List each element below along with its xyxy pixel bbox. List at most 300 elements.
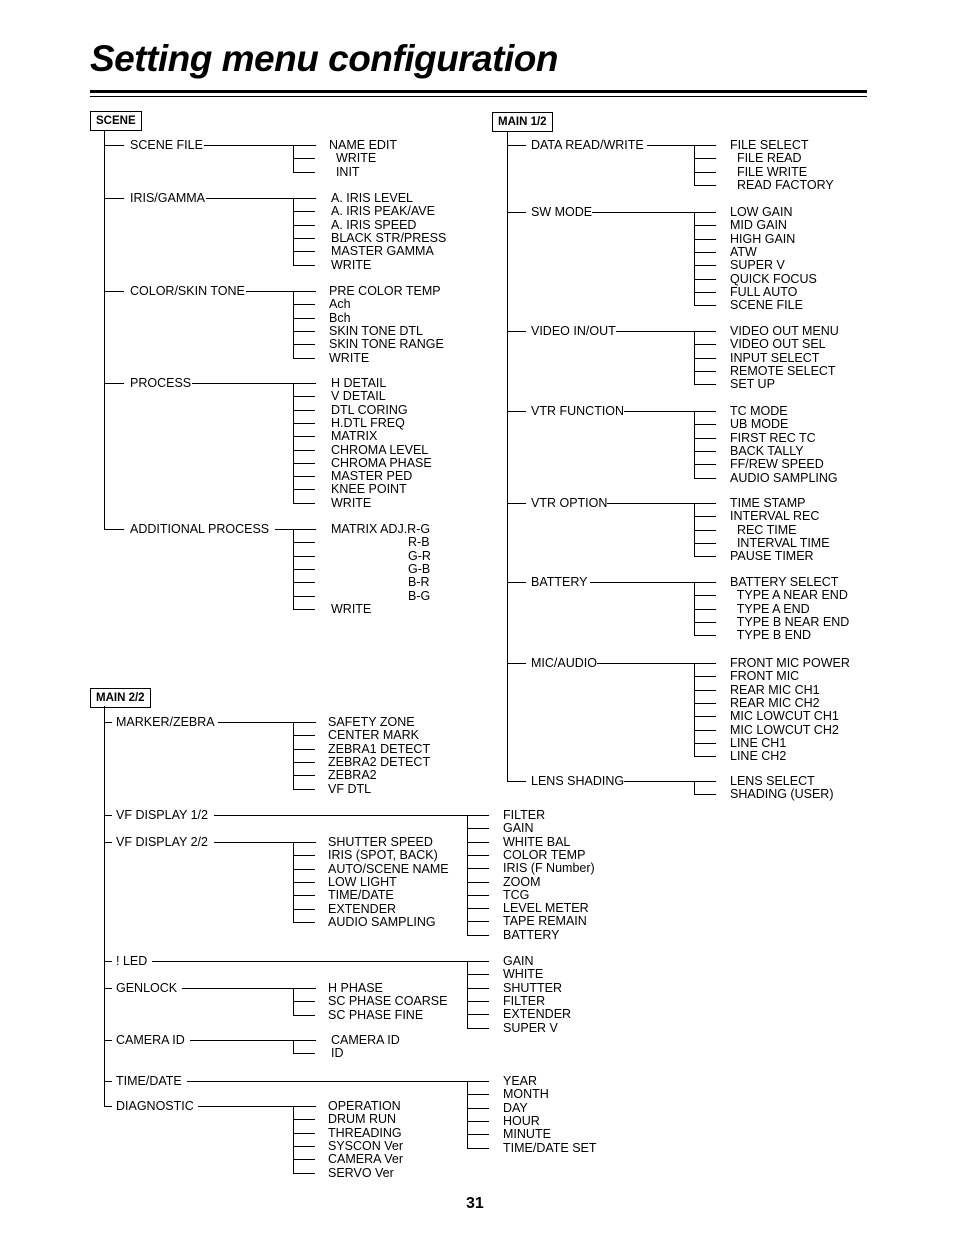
submenu-item: TIME/DATE (328, 888, 394, 903)
scene-branch (104, 291, 124, 292)
submenu-tick (293, 211, 315, 212)
submenu-item: EXTENDER (503, 1007, 572, 1022)
submenu-tick (293, 158, 315, 159)
scene-item-label: PROCESS (130, 376, 192, 390)
submenu-item: SERVO Ver (328, 1165, 394, 1180)
main22-branch (104, 1040, 112, 1041)
submenu-tick (467, 855, 489, 856)
submenu-item: LENS SELECT (730, 774, 815, 788)
submenu-item: VIDEO OUT MENU (730, 324, 839, 338)
submenu-item: IRIS (SPOT, BACK) (328, 848, 438, 863)
submenu-tick (694, 185, 716, 186)
main12-item-label: VTR FUNCTION (531, 404, 625, 418)
submenu-item: SUPER V (730, 258, 785, 273)
submenu-item: SHUTTER (503, 980, 563, 995)
submenu-tick (293, 503, 315, 504)
submenu-tick (293, 775, 315, 776)
submenu-bracket (293, 198, 294, 266)
submenu-tick (293, 1106, 315, 1107)
submenu-tick (467, 1081, 489, 1082)
submenu-tick (293, 198, 315, 199)
submenu-item: BLACK STR/PRESS (331, 230, 447, 245)
submenu-item: ID (331, 1046, 344, 1061)
scene-item-label: IRIS/GAMMA (130, 191, 206, 205)
main22-item-label: VF DISPLAY 1/2 (116, 808, 208, 822)
submenu-tick (467, 921, 489, 922)
submenu-item: MATRIX (331, 429, 378, 444)
submenu-bracket (467, 815, 468, 936)
submenu-tick (694, 663, 716, 664)
submenu-tick (694, 464, 716, 465)
main12-item-label: MIC/AUDIO (531, 656, 597, 670)
submenu-tick (293, 842, 315, 843)
submenu-item: DAY (503, 1100, 528, 1115)
main22-item-label: TIME/DATE (116, 1074, 182, 1088)
submenu-tick (293, 265, 315, 266)
submenu-tick (293, 909, 315, 910)
submenu-tick (293, 410, 315, 411)
main12-item-label: VIDEO IN/OUT (531, 324, 616, 338)
submenu-item: WRITE (331, 257, 372, 272)
main12-item-label: SW MODE (531, 205, 593, 219)
submenu-item: EXTENDER (328, 901, 397, 916)
submenu-item: Bch (329, 310, 351, 325)
submenu-item: TIME STAMP (730, 496, 806, 510)
main12-branch (507, 212, 526, 213)
submenu-item: ZEBRA2 DETECT (328, 754, 431, 769)
submenu-item: LOW GAIN (730, 205, 793, 219)
submenu-item: MIC LOWCUT CH2 (730, 722, 839, 737)
submenu-tick (467, 1134, 489, 1135)
submenu-tick (694, 212, 716, 213)
submenu-item: FIRST REC TC (730, 430, 816, 445)
submenu-tick (293, 1001, 315, 1002)
submenu-tick (694, 543, 716, 544)
submenu-tick (293, 463, 315, 464)
submenu-tick (293, 1015, 315, 1016)
submenu-item: SCENE FILE (730, 298, 803, 313)
submenu-item: TYPE B NEAR END (730, 614, 850, 629)
submenu-item: MINUTE (503, 1127, 551, 1142)
submenu-tick (293, 749, 315, 750)
main12-branch (507, 663, 526, 664)
submenu-tick (694, 622, 716, 623)
submenu-bracket (293, 383, 294, 504)
submenu-item: FILE READ (730, 151, 802, 166)
scene-trunk (104, 130, 105, 529)
submenu-tick (293, 1133, 315, 1134)
main12-branch (507, 331, 526, 332)
submenu-tick (467, 988, 489, 989)
submenu-tick (694, 781, 716, 782)
submenu-item: FILTER (503, 993, 546, 1008)
submenu-tick (293, 1159, 315, 1160)
submenu-item: TYPE A END (730, 601, 810, 616)
submenu-tick (293, 569, 315, 570)
main22-leader (214, 815, 489, 816)
submenu-item: CHROMA PHASE (331, 455, 432, 470)
main22-trunk (104, 706, 105, 1106)
submenu-item: MASTER GAMMA (331, 244, 434, 259)
submenu-tick (694, 292, 716, 293)
submenu-tick (293, 331, 315, 332)
submenu-tick (293, 304, 315, 305)
menu-box-scene: SCENE (90, 111, 142, 131)
scene-branch (104, 383, 124, 384)
submenu-item: BATTERY SELECT (730, 575, 839, 589)
submenu-item: PAUSE TIMER (730, 549, 814, 564)
submenu-tick (694, 756, 716, 757)
submenu-item: DRUM RUN (328, 1112, 397, 1127)
submenu-tick (694, 411, 716, 412)
submenu-tick (694, 730, 716, 731)
submenu-item: TIME/DATE SET (503, 1140, 597, 1155)
scene-branch (104, 529, 124, 530)
submenu-tick (293, 789, 315, 790)
submenu-tick (293, 762, 315, 763)
submenu-item: TAPE REMAIN (503, 914, 587, 929)
submenu-item: NAME EDIT (329, 138, 398, 152)
submenu-item: TYPE A NEAR END (730, 588, 848, 603)
submenu-item: REMOTE SELECT (730, 363, 836, 378)
submenu-item: CAMERA ID (331, 1033, 400, 1047)
submenu-item: FRONT MIC (730, 669, 800, 684)
main22-leader (187, 1081, 489, 1082)
submenu-tick (694, 595, 716, 596)
submenu-tick (694, 703, 716, 704)
submenu-item: BATTERY (503, 927, 560, 942)
main12-item-label: BATTERY (531, 575, 588, 589)
scene-branch (104, 145, 124, 146)
submenu-tick (694, 305, 716, 306)
submenu-item: HOUR (503, 1113, 540, 1128)
submenu-tick (467, 1108, 489, 1109)
submenu-bracket (467, 961, 468, 1029)
submenu-item: MID GAIN (730, 218, 787, 233)
submenu-item: Ach (329, 297, 351, 312)
submenu-item: FILTER (503, 808, 546, 822)
submenu-item: MIC LOWCUT CH1 (730, 709, 839, 724)
submenu-item: THREADING (328, 1125, 402, 1140)
submenu-tick (467, 842, 489, 843)
submenu-item: SC PHASE FINE (328, 1007, 424, 1022)
submenu-tick (694, 172, 716, 173)
submenu-tick (467, 1028, 489, 1029)
submenu-tick (293, 423, 315, 424)
submenu-bracket (293, 1106, 294, 1174)
submenu-item: REAR MIC CH1 (730, 682, 820, 697)
main22-item-label: CAMERA ID (116, 1033, 185, 1047)
submenu-tick (293, 1119, 315, 1120)
submenu-tick (293, 291, 315, 292)
submenu-item: A. IRIS LEVEL (331, 191, 413, 205)
submenu-item: SET UP (730, 377, 775, 392)
submenu-item: REAR MIC CH2 (730, 695, 820, 710)
submenu-item: INTERVAL REC (730, 509, 820, 524)
submenu-item: H DETAIL (331, 376, 387, 390)
submenu-tick (293, 1053, 315, 1054)
submenu-item: R-B (408, 535, 430, 550)
submenu-tick (694, 279, 716, 280)
submenu-item: LINE CH2 (730, 749, 787, 764)
submenu-tick (293, 1040, 315, 1041)
submenu-tick (694, 478, 716, 479)
scene-item-label: ADDITIONAL PROCESS (130, 522, 270, 536)
submenu-tick (694, 239, 716, 240)
menu-box-main-2-2: MAIN 2/2 (90, 688, 151, 708)
submenu-tick (467, 974, 489, 975)
submenu-tick (293, 396, 315, 397)
submenu-item: AUDIO SAMPLING (730, 470, 838, 485)
submenu-item: GAIN (503, 954, 534, 968)
submenu-tick (293, 869, 315, 870)
submenu-tick (694, 358, 716, 359)
submenu-bracket (694, 411, 695, 479)
submenu-tick (694, 371, 716, 372)
submenu-item: G-R (408, 548, 431, 563)
main12-trunk (507, 131, 508, 781)
submenu-tick (293, 609, 315, 610)
submenu-tick (293, 1146, 315, 1147)
submenu-tick (467, 935, 489, 936)
submenu-item: INPUT SELECT (730, 350, 820, 365)
submenu-item: CAMERA Ver (328, 1152, 404, 1167)
submenu-tick (293, 582, 315, 583)
submenu-item: B-R (408, 575, 430, 590)
submenu-tick (694, 145, 716, 146)
submenu-item: ATW (730, 244, 757, 259)
submenu-tick (694, 252, 716, 253)
submenu-tick (467, 868, 489, 869)
submenu-item: INTERVAL TIME (730, 535, 830, 550)
submenu-item: SKIN TONE DTL (329, 323, 424, 338)
submenu-item: SKIN TONE RANGE (329, 337, 444, 352)
submenu-tick (694, 344, 716, 345)
main22-item-label: DIAGNOSTIC (116, 1099, 194, 1113)
submenu-tick (293, 344, 315, 345)
submenu-tick (293, 855, 315, 856)
submenu-item: A. IRIS SPEED (331, 217, 417, 232)
submenu-item: AUDIO SAMPLING (328, 914, 436, 929)
submenu-item: ZEBRA2 (328, 768, 377, 783)
submenu-item: MONTH (503, 1087, 549, 1102)
submenu-tick (293, 542, 315, 543)
submenu-item: LINE CH1 (730, 735, 787, 750)
page-number: 31 (466, 1195, 484, 1212)
page-title: Setting menu configuration (90, 38, 558, 79)
submenu-tick (293, 251, 315, 252)
submenu-item: CHROMA LEVEL (331, 442, 429, 457)
main22-item-label: GENLOCK (116, 981, 178, 995)
submenu-tick (293, 895, 315, 896)
submenu-tick (293, 529, 315, 530)
submenu-item: TYPE B END (730, 628, 812, 643)
submenu-tick (293, 489, 315, 490)
submenu-tick (293, 596, 315, 597)
main12-branch (507, 503, 526, 504)
submenu-bracket (694, 781, 695, 795)
submenu-item: COLOR TEMP (503, 847, 586, 862)
scene-item-label: SCENE FILE (130, 138, 203, 152)
submenu-tick (694, 582, 716, 583)
submenu-tick (694, 503, 716, 504)
submenu-tick (467, 908, 489, 909)
submenu-tick (293, 722, 315, 723)
submenu-tick (293, 988, 315, 989)
submenu-tick (694, 743, 716, 744)
submenu-item: MATRIX ADJ.R-G (331, 522, 431, 536)
main22-branch (104, 1106, 112, 1107)
submenu-item: LOW LIGHT (328, 874, 397, 889)
submenu-tick (694, 451, 716, 452)
submenu-tick (694, 609, 716, 610)
submenu-item: MASTER PED (331, 469, 413, 484)
submenu-item: B-G (408, 588, 431, 603)
submenu-tick (694, 265, 716, 266)
submenu-tick (467, 1148, 489, 1149)
submenu-bracket (467, 1081, 468, 1149)
submenu-item: YEAR (503, 1074, 538, 1088)
submenu-item: H.DTL FREQ (331, 415, 405, 430)
submenu-item: HIGH GAIN (730, 231, 796, 246)
submenu-tick (467, 1001, 489, 1002)
submenu-item: KNEE POINT (331, 482, 407, 497)
submenu-tick (694, 438, 716, 439)
submenu-tick (293, 735, 315, 736)
submenu-item: V DETAIL (331, 389, 386, 404)
submenu-item: INIT (329, 164, 360, 179)
submenu-item: VIDEO OUT SEL (730, 337, 826, 352)
submenu-tick (467, 1121, 489, 1122)
submenu-item: G-B (408, 561, 431, 576)
submenu-item: WRITE (331, 495, 372, 510)
submenu-item: SHUTTER SPEED (328, 835, 433, 849)
submenu-tick (293, 450, 315, 451)
submenu-item: WRITE (329, 350, 370, 365)
submenu-item: FILE WRITE (730, 164, 808, 179)
submenu-tick (293, 882, 315, 883)
submenu-tick (694, 530, 716, 531)
submenu-item: PRE COLOR TEMP (329, 284, 441, 298)
submenu-item: A. IRIS PEAK/AVE (331, 204, 435, 219)
main22-branch (104, 988, 112, 989)
submenu-tick (694, 716, 716, 717)
submenu-item: REC TIME (730, 522, 797, 537)
main22-branch (104, 722, 112, 723)
submenu-item: TCG (503, 887, 530, 902)
submenu-item: LEVEL METER (503, 901, 589, 916)
menu-box-main-1-2: MAIN 1/2 (492, 112, 553, 132)
submenu-tick (467, 828, 489, 829)
submenu-item: SC PHASE COARSE (328, 994, 448, 1009)
submenu-item: SHADING (USER) (730, 787, 834, 802)
main22-item-label: VF DISPLAY 2/2 (116, 835, 208, 849)
submenu-tick (467, 882, 489, 883)
submenu-item: QUICK FOCUS (730, 271, 817, 286)
submenu-item: FULL AUTO (730, 284, 798, 299)
submenu-tick (694, 516, 716, 517)
submenu-item: BACK TALLY (730, 443, 804, 458)
submenu-item: GAIN (503, 821, 534, 836)
main12-branch (507, 781, 526, 782)
submenu-item: CENTER MARK (328, 728, 419, 743)
submenu-item: WHITE (503, 967, 544, 982)
submenu-item: H PHASE (328, 981, 383, 995)
submenu-bracket (293, 722, 294, 790)
submenu-tick (293, 476, 315, 477)
submenu-tick (694, 424, 716, 425)
submenu-item: FILE SELECT (730, 138, 809, 152)
submenu-item: UB MODE (730, 417, 789, 432)
submenu-item: WHITE BAL (503, 834, 571, 849)
submenu-item: ZOOM (503, 874, 541, 889)
submenu-tick (467, 815, 489, 816)
submenu-tick (694, 556, 716, 557)
main12-item-label: VTR OPTION (531, 496, 608, 510)
submenu-tick (293, 383, 315, 384)
submenu-item: FF/REW SPEED (730, 457, 824, 472)
submenu-item: WRITE (329, 151, 377, 166)
submenu-tick (467, 1014, 489, 1015)
submenu-item: FRONT MIC POWER (730, 656, 850, 670)
submenu-tick (467, 1094, 489, 1095)
submenu-bracket (293, 1040, 294, 1054)
main22-branch (104, 842, 112, 843)
submenu-tick (694, 225, 716, 226)
main22-branch (104, 1081, 112, 1082)
submenu-tick (694, 794, 716, 795)
main22-branch (104, 961, 112, 962)
main22-item-label: ! LED (116, 954, 148, 968)
submenu-bracket (694, 145, 695, 186)
submenu-item: TC MODE (730, 404, 788, 418)
submenu-tick (694, 158, 716, 159)
submenu-item: SYSCON Ver (328, 1138, 404, 1153)
main22-item-label: MARKER/ZEBRA (116, 715, 215, 729)
submenu-item: ZEBRA1 DETECT (328, 741, 431, 756)
submenu-tick (293, 922, 315, 923)
submenu-item: OPERATION (328, 1099, 401, 1113)
submenu-tick (293, 358, 315, 359)
main12-item-label: LENS SHADING (531, 774, 625, 788)
submenu-tick (694, 690, 716, 691)
submenu-item: WRITE (331, 601, 372, 616)
submenu-tick (293, 172, 315, 173)
submenu-item: READ FACTORY (730, 177, 834, 192)
scene-item-label: COLOR/SKIN TONE (130, 284, 245, 298)
submenu-item: SUPER V (503, 1020, 558, 1035)
submenu-tick (293, 556, 315, 557)
submenu-tick (293, 318, 315, 319)
main22-branch (104, 815, 112, 816)
submenu-tick (293, 436, 315, 437)
submenu-item: AUTO/SCENE NAME (328, 861, 449, 876)
submenu-tick (467, 895, 489, 896)
main22-leader (152, 961, 489, 962)
submenu-item: SAFETY ZONE (328, 715, 415, 729)
main12-branch (507, 582, 526, 583)
submenu-tick (293, 238, 315, 239)
submenu-item: VF DTL (328, 781, 372, 796)
scene-branch (104, 198, 124, 199)
submenu-item: DTL CORING (331, 402, 408, 417)
main12-item-label: DATA READ/WRITE (531, 138, 644, 152)
main12-branch (507, 145, 526, 146)
submenu-item: IRIS (F Number) (503, 861, 595, 876)
submenu-tick (293, 1173, 315, 1174)
submenu-tick (694, 384, 716, 385)
submenu-tick (694, 331, 716, 332)
